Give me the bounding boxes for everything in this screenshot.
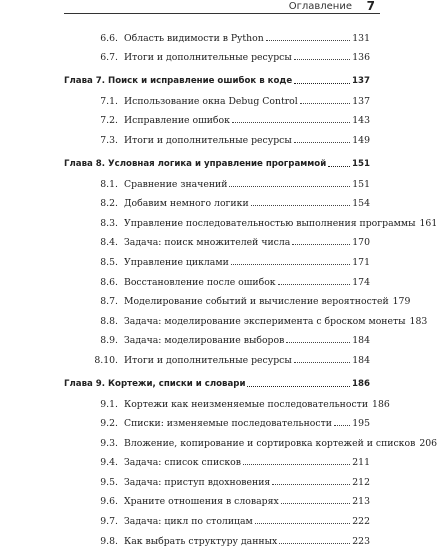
toc-page-number: 171 xyxy=(352,257,370,268)
dot-leader xyxy=(292,244,350,245)
toc-section-number: 8.4. xyxy=(64,237,124,248)
toc-section-number: 9.5. xyxy=(64,477,124,488)
toc-section-number: 8.7. xyxy=(64,296,124,307)
toc-page-number: 186 xyxy=(352,379,370,390)
toc-page-number: 213 xyxy=(352,496,370,507)
toc-section-entry[interactable] xyxy=(64,87,370,107)
toc-section-number: 8.3. xyxy=(64,218,124,229)
toc-page-number: 137 xyxy=(352,76,370,87)
toc-entry-title: Добавим немного логики xyxy=(124,198,249,209)
toc-entry-title: Итоги и дополнительные ресурсы xyxy=(124,355,292,366)
dot-leader xyxy=(294,362,350,363)
toc-section-entry[interactable] xyxy=(64,248,370,268)
toc-page-number: 151 xyxy=(352,159,370,170)
toc-section-number: 8.9. xyxy=(64,335,124,346)
dot-leader xyxy=(231,264,350,265)
toc-entry-title: Задача: поиск множителей числа xyxy=(124,237,290,248)
toc-section-number: 8.5. xyxy=(64,257,124,268)
toc-section-entry[interactable] xyxy=(64,190,370,210)
toc-section-number: 9.2. xyxy=(64,418,124,429)
toc-entry-title: Кортежи как неизменяемые последовательности xyxy=(124,399,368,410)
toc-section-entry[interactable] xyxy=(64,527,370,547)
dot-leader xyxy=(243,464,350,465)
toc-chapter-entry[interactable] xyxy=(64,65,370,87)
toc-page-number: 223 xyxy=(352,536,370,547)
toc-page-number: 184 xyxy=(352,335,370,346)
dot-leader xyxy=(294,142,350,143)
toc-section-entry[interactable] xyxy=(64,268,370,288)
toc-section-number: 7.1. xyxy=(64,96,124,107)
toc-entry-title: Задача: моделирование выборов xyxy=(124,335,284,346)
dot-leader xyxy=(281,503,351,504)
dot-leader xyxy=(272,484,350,485)
dot-leader xyxy=(279,543,350,544)
header-rule xyxy=(64,13,380,14)
toc-page-number: 222 xyxy=(352,516,370,527)
toc-section-entry[interactable] xyxy=(64,209,370,229)
toc-section-entry[interactable] xyxy=(64,126,370,146)
dot-leader xyxy=(300,103,351,104)
toc-section-number: 9.4. xyxy=(64,457,124,468)
toc-section-entry[interactable] xyxy=(64,24,370,44)
dot-leader xyxy=(251,205,351,206)
toc-entry-title: Списки: изменяемые последовательности xyxy=(124,418,332,429)
toc-page-number: 143 xyxy=(352,115,370,126)
dot-leader xyxy=(286,342,350,343)
toc-section-entry[interactable] xyxy=(64,44,370,64)
toc-entry-title: Глава 8. Условная логика и управление программой xyxy=(64,159,326,170)
toc-section-number: 8.1. xyxy=(64,179,124,190)
toc-entry-title: Глава 9. Кортежи, списки и словари xyxy=(64,379,245,390)
toc-page-number: 206 xyxy=(419,438,437,449)
toc-entry-title: Как выбрать структуру данных xyxy=(124,536,277,547)
toc-section-entry[interactable] xyxy=(64,429,370,449)
toc-section-entry[interactable] xyxy=(64,288,370,308)
dot-leader xyxy=(232,122,350,123)
toc-section-number: 9.1. xyxy=(64,399,124,410)
dot-leader xyxy=(278,284,351,285)
toc-page-number: 183 xyxy=(410,316,428,327)
toc-section-number: 9.7. xyxy=(64,516,124,527)
toc-page-number: 184 xyxy=(352,355,370,366)
page-header xyxy=(0,0,420,18)
toc-entry-title: Область видимости в Python xyxy=(124,33,264,44)
toc-entry-title: Восстановление после ошибок xyxy=(124,277,276,288)
toc-section-entry[interactable] xyxy=(64,410,370,430)
table-of-contents xyxy=(64,24,370,547)
dot-leader xyxy=(266,40,351,41)
toc-page-number: 136 xyxy=(352,52,370,63)
toc-section-entry[interactable] xyxy=(64,327,370,347)
toc-page-number: 186 xyxy=(372,399,390,410)
toc-entry-title: Исправление ошибок xyxy=(124,115,230,126)
toc-entry-title: Сравнение значений xyxy=(124,179,227,190)
toc-entry-title: Вложение, копирование и сортировка кортежей и списков xyxy=(124,438,415,449)
toc-entry-title: Задача: цикл по столицам xyxy=(124,516,253,527)
toc-entry-title: Задача: моделирование эксперимента с броском монеты xyxy=(124,316,406,327)
toc-page-number: 151 xyxy=(352,179,370,190)
toc-section-number: 6.7. xyxy=(64,52,124,63)
toc-entry-title: Управление последовательностью выполнения программы xyxy=(124,218,416,229)
header-title: Оглавление xyxy=(289,1,352,12)
toc-section-number: 7.2. xyxy=(64,115,124,126)
toc-page-number: 131 xyxy=(352,33,370,44)
toc-entry-title: Храните отношения в словарях xyxy=(124,496,279,507)
toc-entry-title: Моделирование событий и вычисление вероятностей xyxy=(124,296,389,307)
toc-entry-title: Глава 7. Поиск и исправление ошибок в коде xyxy=(64,76,292,87)
toc-section-entry[interactable] xyxy=(64,488,370,508)
toc-section-entry[interactable] xyxy=(64,449,370,469)
toc-entry-title: Итоги и дополнительные ресурсы xyxy=(124,52,292,63)
toc-section-number: 8.6. xyxy=(64,277,124,288)
toc-page-number: 211 xyxy=(352,457,370,468)
toc-section-entry[interactable] xyxy=(64,346,370,366)
toc-section-entry[interactable] xyxy=(64,107,370,127)
toc-entry-title: Задача: список списков xyxy=(124,457,241,468)
toc-chapter-entry[interactable] xyxy=(64,368,370,390)
toc-section-number: 9.6. xyxy=(64,496,124,507)
toc-section-number: 9.3. xyxy=(64,438,124,449)
toc-page-number: 149 xyxy=(352,135,370,146)
toc-page-number: 170 xyxy=(352,237,370,248)
toc-chapter-entry[interactable] xyxy=(64,148,370,170)
toc-page-number: 154 xyxy=(352,198,370,209)
page-number: 7 xyxy=(367,0,375,13)
toc-section-number: 9.8. xyxy=(64,536,124,547)
dot-leader xyxy=(255,523,350,524)
dot-leader xyxy=(294,83,350,84)
dot-leader xyxy=(247,386,350,387)
dot-leader xyxy=(328,166,350,167)
toc-section-number: 8.2. xyxy=(64,198,124,209)
toc-page-number: 137 xyxy=(352,96,370,107)
toc-entry-title: Управление циклами xyxy=(124,257,229,268)
toc-section-entry[interactable] xyxy=(64,468,370,488)
toc-section-entry[interactable] xyxy=(64,170,370,190)
toc-section-entry[interactable] xyxy=(64,229,370,249)
toc-page-number: 195 xyxy=(352,418,370,429)
toc-page-number: 174 xyxy=(352,277,370,288)
toc-section-entry[interactable] xyxy=(64,390,370,410)
toc-entry-title: Итоги и дополнительные ресурсы xyxy=(124,135,292,146)
toc-section-entry[interactable] xyxy=(64,507,370,527)
dot-leader xyxy=(334,425,350,426)
toc-section-number: 7.3. xyxy=(64,135,124,146)
toc-entry-title: Задача: приступ вдохновения xyxy=(124,477,270,488)
toc-section-entry[interactable] xyxy=(64,307,370,327)
toc-page-number: 179 xyxy=(393,296,411,307)
toc-section-number: 8.8. xyxy=(64,316,124,327)
toc-entry-title: Использование окна Debug Control xyxy=(124,96,298,107)
toc-section-number: 8.10. xyxy=(64,355,124,366)
toc-page-number: 161 xyxy=(420,218,437,229)
dot-leader xyxy=(294,59,350,60)
toc-page-number: 212 xyxy=(352,477,370,488)
toc-section-number: 6.6. xyxy=(64,33,124,44)
dot-leader xyxy=(229,186,350,187)
